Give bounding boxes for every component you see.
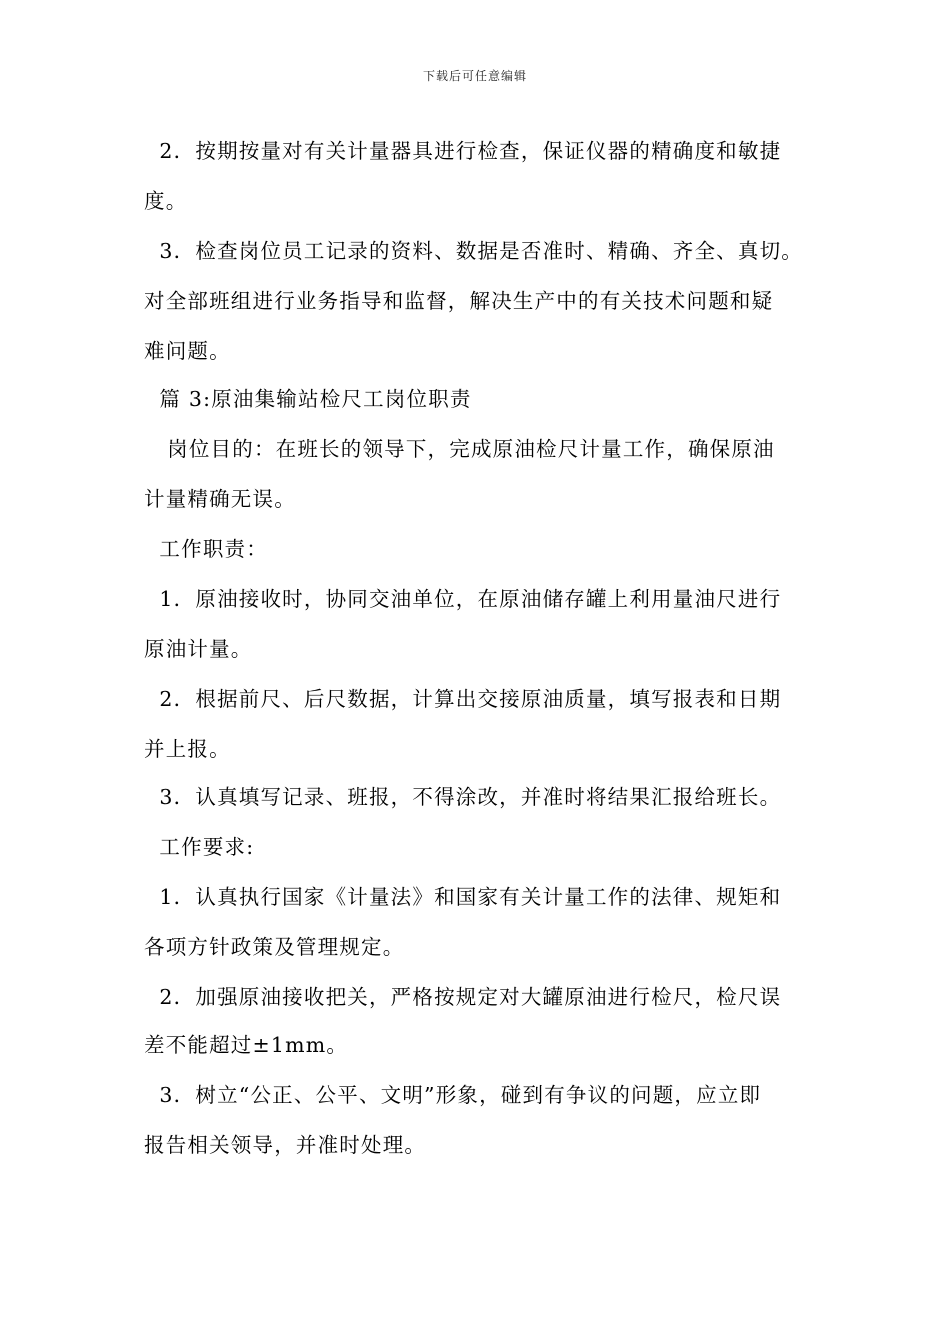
text-line: 度。 xyxy=(144,189,188,213)
text-line: 2．加强原油接收把关，严格按规定对大罐原油进行检尺，检尺误 xyxy=(144,985,782,1009)
page-header: 下载后可任意编辑 xyxy=(422,69,527,83)
text-line: 3．树立“公正、公平、文明”形象，碰到有争议的问题，应立即 xyxy=(144,1083,762,1107)
text-line: 3．认真填写记录、班报，不得涂改，并准时将结果汇报给班长。 xyxy=(144,785,782,809)
text-line: 岗位目的：在班长的领导下，完成原油检尺计量工作，确保原油 xyxy=(144,437,775,461)
text-line: 各项方针政策及管理规定。 xyxy=(144,935,405,959)
text-line: 差不能超过±1mm。 xyxy=(144,1033,349,1057)
subheading: 工作要求: xyxy=(144,835,255,859)
section-title: 篇 3:原油集输站检尺工岗位职责 xyxy=(144,387,472,411)
text-line: 计量精确无误。 xyxy=(144,487,296,511)
text-line: 2．根据前尺、后尺数据，计算出交接原油质量，填写报表和日期 xyxy=(144,687,782,711)
text-line: 报告相关领导，并准时处理。 xyxy=(144,1133,427,1157)
subheading: 工作职责： xyxy=(144,537,268,561)
text-line: 1．原油接收时，协同交油单位，在原油储存罐上利用量油尺进行 xyxy=(144,587,782,611)
text-line: 3．检查岗位员工记录的资料、数据是否准时、精确、齐全、真切。 xyxy=(144,239,803,263)
text-line: 并上报。 xyxy=(144,737,231,761)
text-line: 对全部班组进行业务指导和监督，解决生产中的有关技术问题和疑 xyxy=(144,289,774,313)
text-line: 难问题。 xyxy=(144,339,231,363)
text-line: 1．认真执行国家《计量法》和国家有关计量工作的法律、规矩和 xyxy=(144,885,782,909)
text-line: 2．按期按量对有关计量器具进行检查，保证仪器的精确度和敏捷 xyxy=(144,139,782,163)
text-line: 原油计量。 xyxy=(144,637,253,661)
